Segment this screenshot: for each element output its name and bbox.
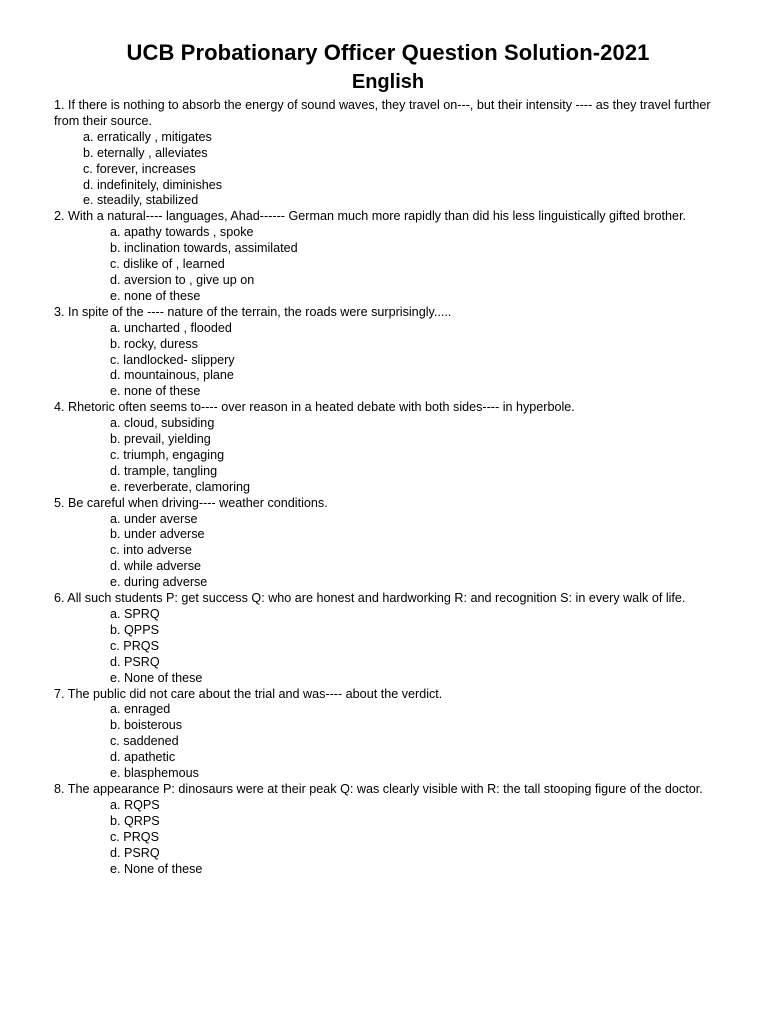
option-item: b. rocky, duress [110,336,198,351]
option-item: a. SPRQ [110,607,160,621]
option-item: d. PSRQ [110,845,160,860]
option-item: a. erratically , mitigates [83,129,212,144]
option-item: d. trample, tangling [110,463,218,478]
option-list [54,702,722,782]
question-item [54,782,722,877]
option-item: e. during adverse [110,575,208,590]
option-item: d. PSRQ [110,654,160,669]
option-item: e. steadily, stabilized [83,193,199,208]
question-text: 7. The public did not care about the trial and was---- about the verdict. [54,686,443,701]
option-item: c. into adverse [110,543,192,558]
option-item: c. PRQS [110,829,159,844]
option-item: a. apathy towards , spoke [110,225,254,240]
question-text: 6. All such students P: get success Q: who are honest and hardworking R: and recognition S: in every walk of life. [54,591,686,606]
option-list [54,607,722,687]
option-item: b. QRPS [110,813,160,828]
question-text: 1. If there is nothing to absorb the energy of sound waves, they travel on---, but their intensity ---- as they travel further from their source. [54,98,711,128]
option-item: d. indefinitely, diminishes [83,177,223,192]
question-item [54,496,722,591]
option-item: c. triumph, engaging [110,447,225,462]
option-list [54,321,722,401]
option-item: e. None of these [110,861,203,876]
option-item: b. eternally , alleviates [83,145,208,160]
option-item: d. while adverse [110,559,202,574]
option-item: d. apathetic [110,750,176,765]
option-item: e. None of these [110,670,203,685]
option-item: e. blasphemous [110,766,199,781]
option-list [54,798,722,878]
option-item: b. inclination towards, assimilated [110,241,298,256]
option-item: e. none of these [110,288,201,303]
option-item: b. prevail, yielding [110,432,211,447]
option-item: c. landlocked- slippery [110,352,235,367]
option-item: b. under adverse [110,527,205,542]
question-item [54,209,722,304]
option-list [54,512,722,592]
question-item [54,98,722,209]
question-item [54,305,722,400]
option-item: e. none of these [110,384,201,399]
question-text: 2. With a natural---- languages, Ahad------ German much more rapidly than did his less linguistically gifted brother. [54,209,687,224]
option-list [54,416,722,496]
option-list [54,130,722,210]
option-item: d. mountainous, plane [110,368,234,383]
option-item: a. enraged [110,702,171,717]
option-list [54,225,722,305]
question-list [54,98,722,877]
option-item: c. saddened [110,734,179,749]
question-item [54,591,722,686]
question-item [54,400,722,495]
document-title: UCB Probationary Officer Question Solution-2021 [126,40,650,65]
document-subtitle: English [351,71,425,93]
option-item: a. uncharted , flooded [110,320,232,335]
question-text: 8. The appearance P: dinosaurs were at their peak Q: was clearly visible with R: the tall stooping figure of the doctor. [54,781,703,796]
option-item: c. PRQS [110,638,159,653]
option-item: e. reverberate, clamoring [110,479,250,494]
option-item: a. under averse [110,511,198,526]
option-item: b. boisterous [110,718,183,733]
option-item: c. forever, increases [83,161,196,176]
question-text: 5. Be careful when driving---- weather conditions. [54,495,328,510]
option-item: d. aversion to , give up on [110,272,255,287]
option-item: c. dislike of , learned [110,257,225,272]
option-item: a. RQPS [110,797,160,812]
option-item: b. QPPS [110,622,159,637]
question-item [54,687,722,782]
question-text: 4. Rhetoric often seems to---- over reason in a heated debate with both sides---- in hyperbole. [54,400,575,415]
option-item: a. cloud, subsiding [110,416,215,431]
question-text: 3. In spite of the ---- nature of the terrain, the roads were surprisingly..... [54,304,452,319]
